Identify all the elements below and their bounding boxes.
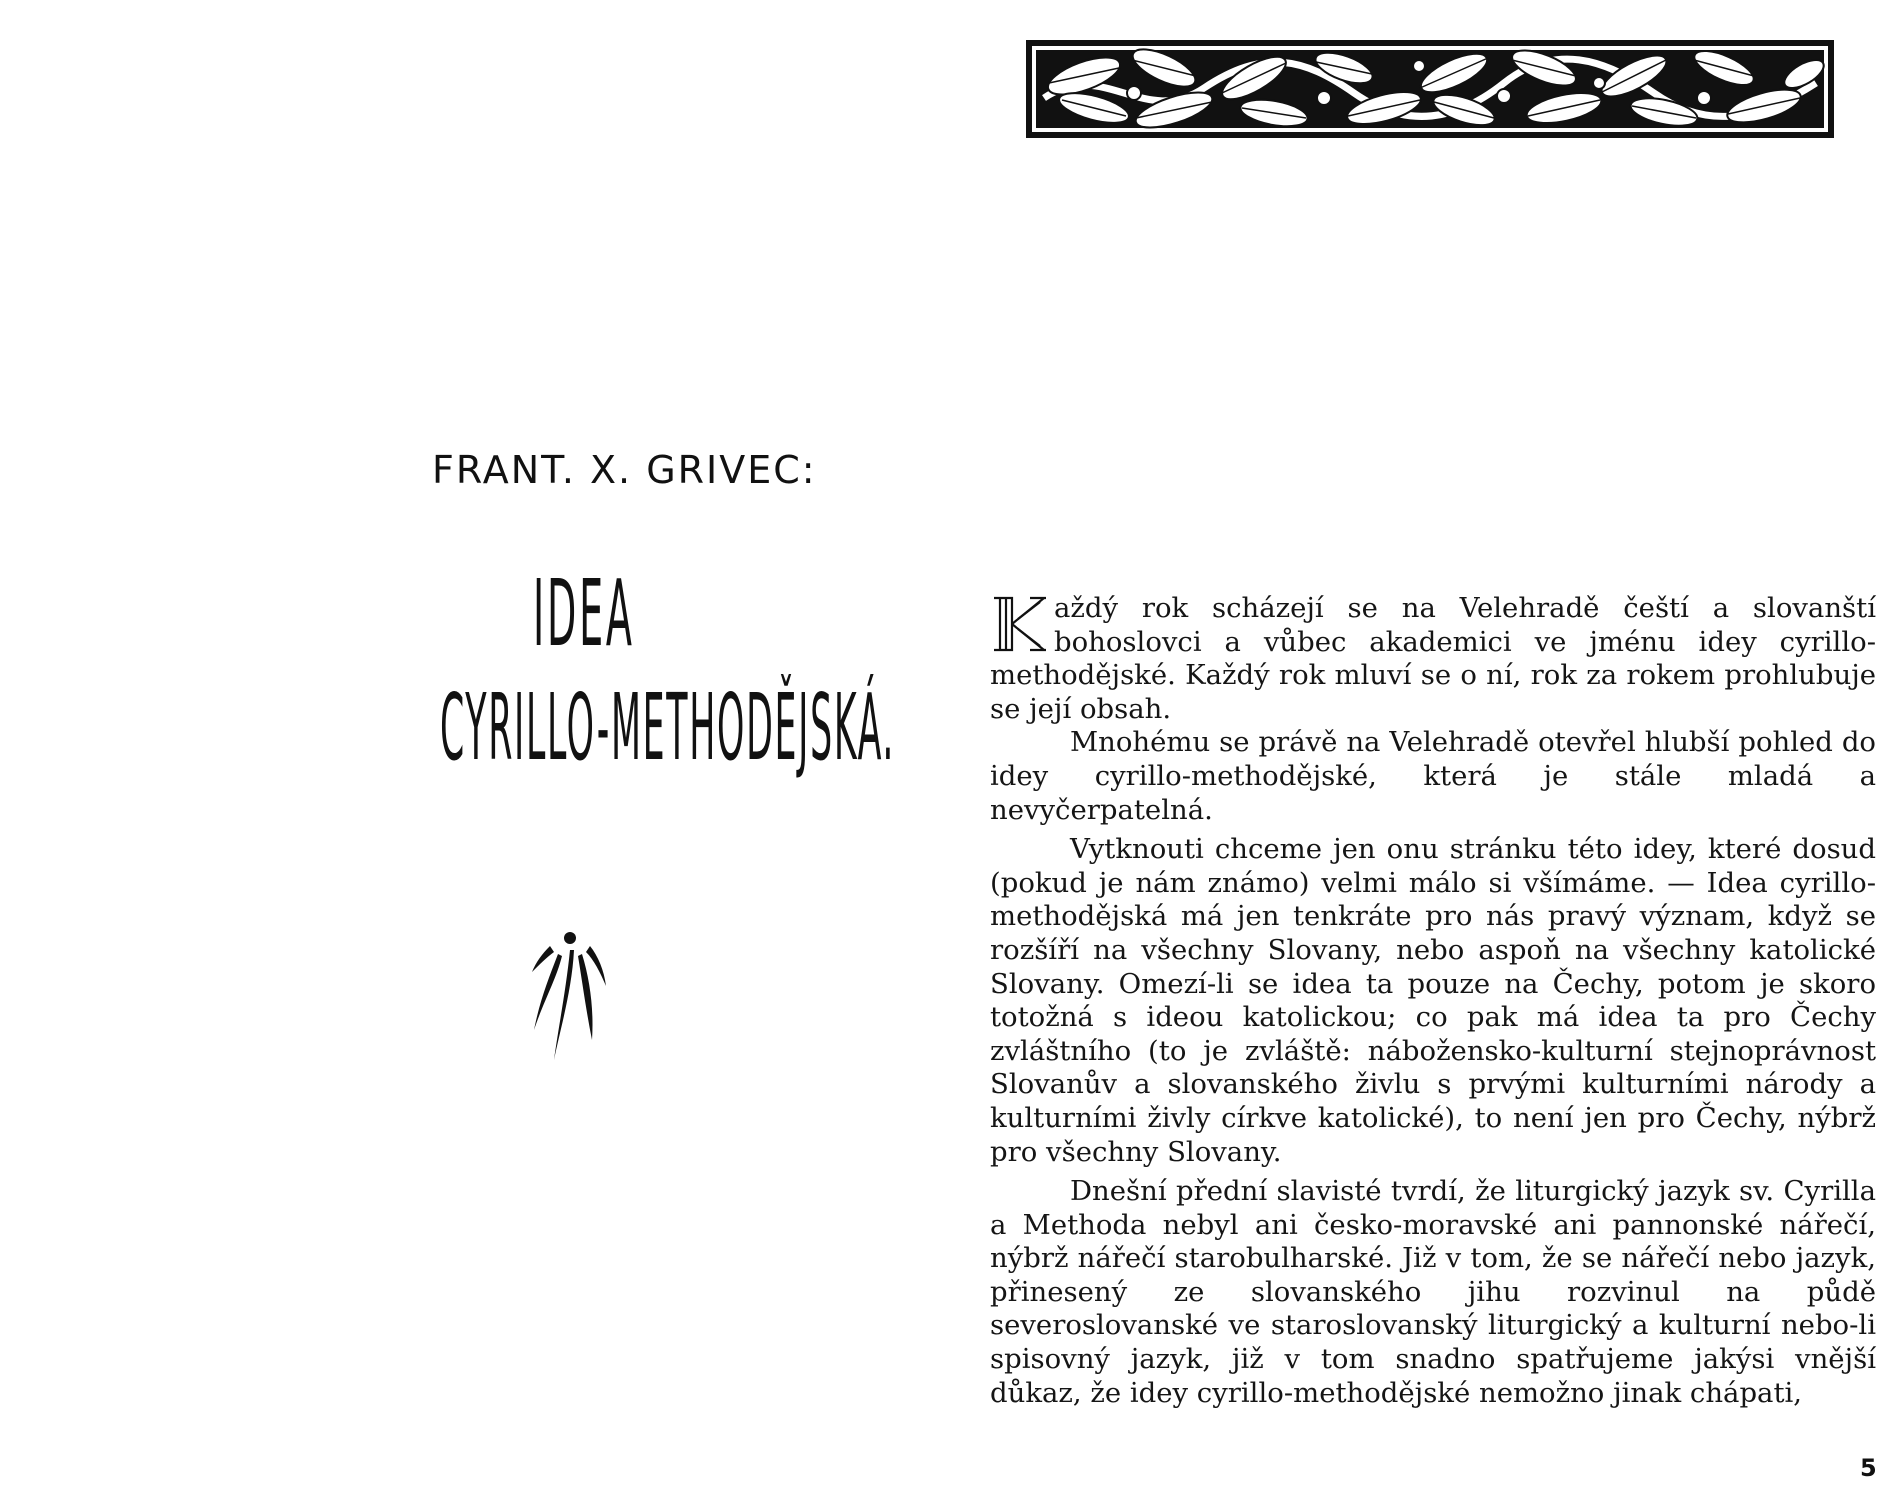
floral-flourish-icon	[528, 930, 608, 1065]
page-number: 5	[1860, 1454, 1877, 1482]
paragraph-2: Mnohému se právě na Velehradě otevřel hlubší pohled do idey cyrillo-methodějské, která je stále mladá a nevyčerpatelná.	[990, 726, 1876, 826]
article-body	[990, 592, 1876, 1410]
title-line-2: CYRILLO-METHODĚJSKÁ.	[440, 674, 896, 781]
paragraph-1	[990, 592, 1876, 726]
title-line-1: IDEA	[533, 560, 635, 667]
paragraph-3: Vytknouti chceme jen onu stránku této idey, které dosud (pokud je nám známo) velmi málo si všímáme. — Idea cyrillo-methodějská má jen tenkráte pro nás pravý význam, když se rozšíří na všechny Slovany, nebo aspoň na všechny katolické Slovany. Omezí-li se idea ta pouze na Čechy, potom je skoro totožná s ideou katolickou; co pak má idea ta pro Čechy zvláštního (to je zvláště: nábožensko-kulturní stejnoprávnost Slovanův a slovanského živlu s prvými kulturními národy a kulturními živly církve katolické), to není jen pro Čechy, nýbrž pro všechny Slovany.	[990, 833, 1876, 1168]
dropcap-k-icon	[990, 594, 1048, 654]
paragraph-1-text: aždý rok scházejí se na Velehradě čeští a slovanští bohoslovci a vůbec akademici ve jménu idey cyrillo-methodějské. Každý rok mluví se o ní, rok za rokem prohlubuje se její obsah.	[990, 592, 1876, 725]
paragraph-4: Dnešní přední slavisté tvrdí, že liturgický jazyk sv. Cyrilla a Methoda nebyl ani česko-moravské ani pannonské nářečí, nýbrž nářečí starobulharské. Již v tom, že se nářečí nebo jazyk, přinesený ze slovanského jihu rozvinul na půdě severoslovanské ve staroslovanský liturgický a kulturní nebo-li spisovný jazyk, již v tom snadno spatřujeme jakýsi vnější důkaz, že idey cyrillo-methodějské nemožno jinak chápati,	[990, 1175, 1876, 1409]
leaf-vine-ornament-icon	[1024, 38, 1836, 140]
author-name: FRANT. X. GRIVEC:	[432, 448, 817, 492]
